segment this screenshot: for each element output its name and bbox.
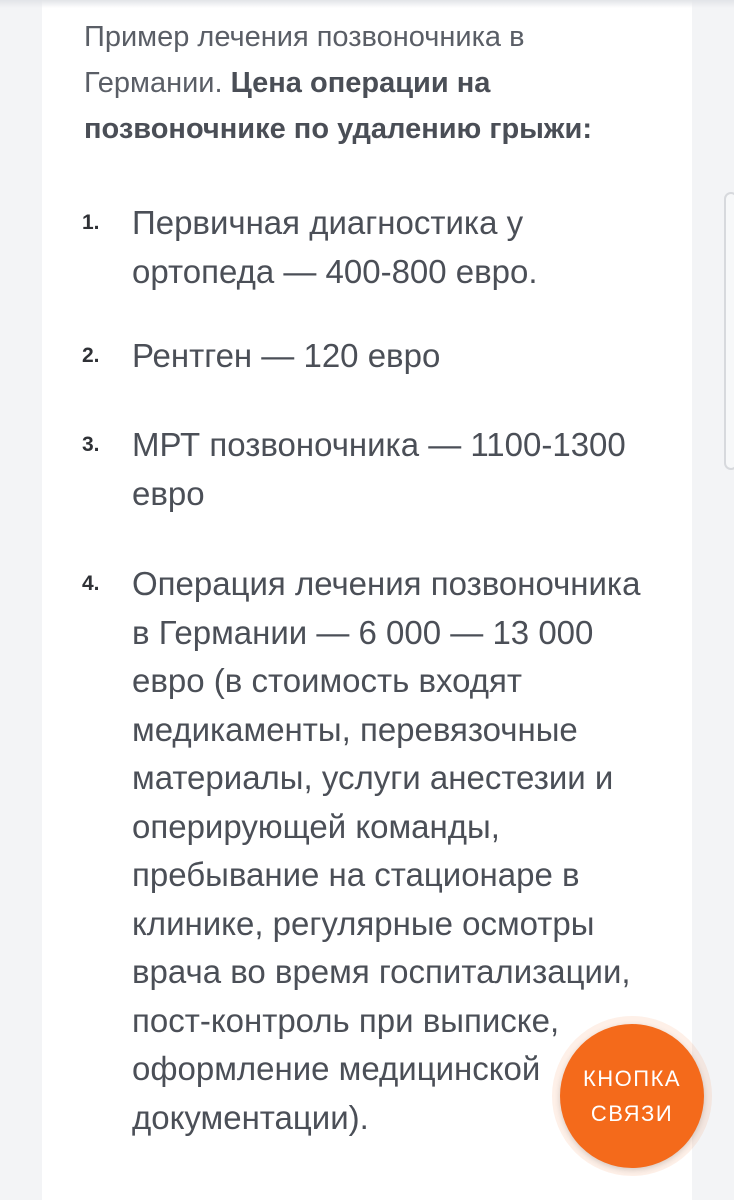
list-item-number: 1. — [82, 211, 100, 234]
scroll-indicator[interactable] — [724, 192, 734, 470]
list-item-number: 4. — [82, 572, 100, 595]
contact-button[interactable] — [560, 1024, 704, 1168]
intro-text: Пример лечения позвоночника в Германии. — [84, 21, 525, 99]
list-item-text: Первичная диагностика у ортопеда — 400-800 евро. — [132, 204, 538, 290]
intro-paragraph — [84, 14, 644, 152]
contact-button-label: КНОПКА СВЯЗИ — [582, 1066, 682, 1126]
list-item-text: МРТ позвоночника — 1100-1300 евро — [132, 426, 626, 512]
top-shadow — [0, 0, 734, 8]
intro-bold-text: Цена операции на позвоночнике по удалению грыжи: — [84, 67, 592, 145]
list-item-text: Рентген — 120 евро — [132, 337, 441, 374]
list-item-text: Операция лечения позвоночника в Германии — 6 000 — 13 000 евро (в стоимость входят медикаменты, перевязочные материалы, услуги анестезии и оперирующей команды, пребывание на стационаре в клинике, регулярные осмотры врача во время госпитализации, пост-контроль при выписке, оформление медицинской документации). — [132, 565, 641, 1136]
article-content — [42, 0, 692, 1200]
list-item-number: 3. — [82, 433, 100, 456]
list-item-number: 2. — [82, 344, 100, 367]
